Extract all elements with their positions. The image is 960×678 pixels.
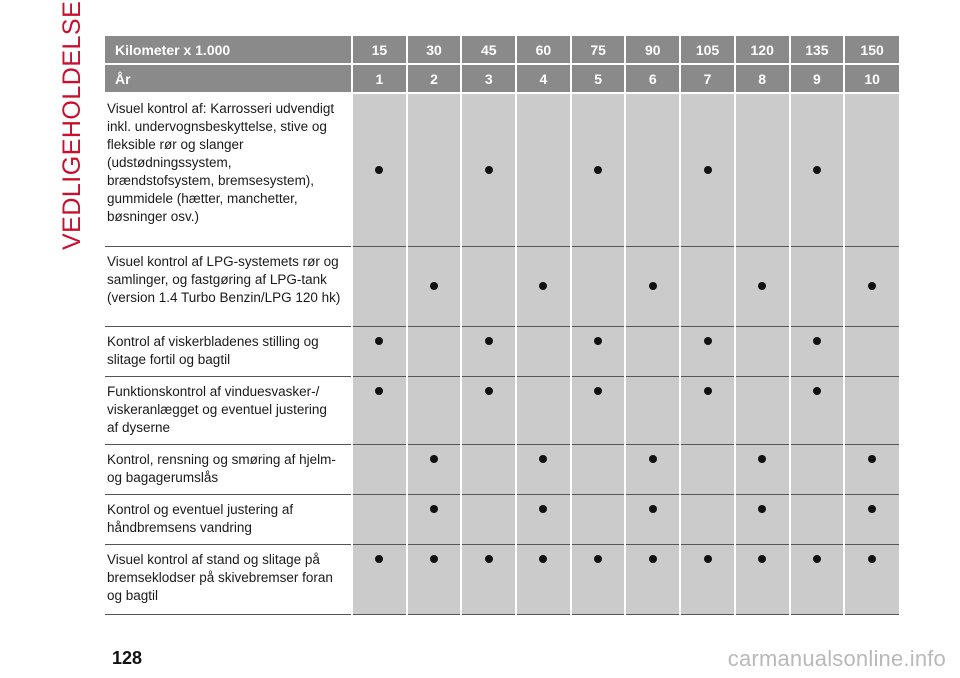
header-value: 1 — [352, 64, 407, 93]
schedule-cell — [516, 494, 571, 544]
schedule-cell — [625, 544, 680, 614]
dot-marker-icon — [649, 505, 657, 513]
dot-marker-icon — [868, 505, 876, 513]
schedule-cell — [516, 246, 571, 326]
schedule-cell — [680, 494, 735, 544]
maintenance-schedule-table — [105, 36, 899, 615]
schedule-cell — [790, 326, 845, 376]
dot-marker-icon — [594, 555, 602, 563]
schedule-cell — [571, 326, 626, 376]
dot-marker-icon — [649, 282, 657, 290]
schedule-cell — [680, 246, 735, 326]
header-value: 9 — [790, 64, 845, 93]
schedule-cell — [735, 544, 790, 614]
dot-marker-icon — [758, 455, 766, 463]
schedule-cell — [844, 444, 899, 494]
dot-marker-icon — [539, 555, 547, 563]
schedule-cell — [790, 93, 845, 246]
schedule-cell — [844, 93, 899, 246]
dot-marker-icon — [704, 337, 712, 345]
table-row — [105, 93, 899, 246]
header-value: 75 — [571, 36, 626, 64]
check-description: Kontrol og eventuel justering af håndbremsens vandring — [105, 494, 352, 544]
dot-marker-icon — [485, 166, 493, 174]
schedule-cell — [461, 93, 516, 246]
dot-marker-icon — [485, 337, 493, 345]
schedule-cell — [352, 544, 407, 614]
schedule-cell — [790, 494, 845, 544]
dot-marker-icon — [704, 555, 712, 563]
dot-marker-icon — [758, 282, 766, 290]
check-description: Visuel kontrol af: Karrosseri udvendigt inkl. undervognsbeskyttelse, stive og fleksible rør og slanger (udstødningssystem, brændstofsystem, bremsesystem), gummidele (hætter, manchetter, bøsninger osv.) — [105, 93, 352, 246]
check-description: Visuel kontrol af stand og slitage på bremseklodser på skivebremser foran og bagtil — [105, 544, 352, 614]
header-value: 15 — [352, 36, 407, 64]
dot-marker-icon — [704, 387, 712, 395]
check-description: Funktionskontrol af vinduesvasker-/ viskeranlægget og eventuel justering af dyserne — [105, 376, 352, 444]
table-row — [105, 444, 899, 494]
check-description: Visuel kontrol af LPG-systemets rør og samlinger, og fastgøring af LPG-tank (version 1.4 Turbo Benzin/LPG 120 hk) — [105, 246, 352, 326]
header-value: 4 — [516, 64, 571, 93]
schedule-cell — [352, 246, 407, 326]
schedule-cell — [790, 444, 845, 494]
dot-marker-icon — [704, 166, 712, 174]
schedule-cell — [571, 444, 626, 494]
schedule-cell — [407, 93, 462, 246]
schedule-cell — [625, 326, 680, 376]
dot-marker-icon — [430, 282, 438, 290]
header-value: 150 — [844, 36, 899, 64]
dot-marker-icon — [375, 337, 383, 345]
schedule-cell — [571, 544, 626, 614]
header-value: 30 — [407, 36, 462, 64]
header-row — [105, 36, 899, 64]
dot-marker-icon — [758, 505, 766, 513]
dot-marker-icon — [594, 387, 602, 395]
section-title: VEDLIGEHOLDELSE — [58, 0, 86, 250]
schedule-cell — [352, 494, 407, 544]
schedule-cell — [407, 494, 462, 544]
schedule-cell — [735, 246, 790, 326]
dot-marker-icon — [813, 555, 821, 563]
schedule-cell — [680, 93, 735, 246]
dot-marker-icon — [539, 282, 547, 290]
schedule-cell — [625, 93, 680, 246]
schedule-cell — [844, 326, 899, 376]
schedule-cell — [625, 376, 680, 444]
dot-marker-icon — [430, 555, 438, 563]
header-value: 90 — [625, 36, 680, 64]
schedule-cell — [352, 326, 407, 376]
schedule-cell — [461, 444, 516, 494]
dot-marker-icon — [813, 166, 821, 174]
check-description: Kontrol af viskerbladenes stilling og slitage fortil og bagtil — [105, 326, 352, 376]
check-description: Kontrol, rensning og smøring af hjelm- og bagagerumslås — [105, 444, 352, 494]
dot-marker-icon — [375, 387, 383, 395]
header-value: 2 — [407, 64, 462, 93]
header-value: 8 — [735, 64, 790, 93]
dot-marker-icon — [539, 455, 547, 463]
table-row — [105, 494, 899, 544]
dot-marker-icon — [430, 455, 438, 463]
header-value: 60 — [516, 36, 571, 64]
dot-marker-icon — [868, 455, 876, 463]
header-value: 7 — [680, 64, 735, 93]
dot-marker-icon — [485, 387, 493, 395]
dot-marker-icon — [430, 505, 438, 513]
page-number: 128 — [112, 648, 143, 668]
schedule-cell — [790, 246, 845, 326]
schedule-cell — [516, 93, 571, 246]
schedule-cell — [625, 494, 680, 544]
schedule-cell — [352, 376, 407, 444]
watermark: carmanualsonline.info — [727, 646, 946, 671]
schedule-cell — [735, 93, 790, 246]
dot-marker-icon — [868, 282, 876, 290]
table-row — [105, 544, 899, 614]
schedule-cell — [461, 544, 516, 614]
dot-marker-icon — [594, 166, 602, 174]
dot-marker-icon — [594, 337, 602, 345]
schedule-cell — [516, 544, 571, 614]
schedule-cell — [352, 93, 407, 246]
header-value: 135 — [790, 36, 845, 64]
table-row — [105, 326, 899, 376]
header-row — [105, 64, 899, 93]
schedule-cell — [625, 444, 680, 494]
schedule-cell — [790, 376, 845, 444]
header-value: 10 — [844, 64, 899, 93]
dot-marker-icon — [539, 505, 547, 513]
schedule-cell — [407, 376, 462, 444]
schedule-cell — [571, 494, 626, 544]
schedule-cell — [352, 444, 407, 494]
schedule-cell — [571, 93, 626, 246]
header-value: 45 — [461, 36, 516, 64]
header-value: 3 — [461, 64, 516, 93]
header-value: 5 — [571, 64, 626, 93]
schedule-cell — [680, 326, 735, 376]
dot-marker-icon — [813, 337, 821, 345]
header-value: 105 — [680, 36, 735, 64]
dot-marker-icon — [375, 166, 383, 174]
dot-marker-icon — [649, 555, 657, 563]
schedule-cell — [516, 444, 571, 494]
schedule-cell — [680, 376, 735, 444]
schedule-cell — [735, 494, 790, 544]
header-value: 120 — [735, 36, 790, 64]
schedule-cell — [790, 544, 845, 614]
dot-marker-icon — [375, 555, 383, 563]
schedule-cell — [844, 494, 899, 544]
dot-marker-icon — [649, 455, 657, 463]
schedule-cell — [407, 326, 462, 376]
schedule-cell — [516, 376, 571, 444]
schedule-cell — [461, 376, 516, 444]
dot-marker-icon — [868, 555, 876, 563]
schedule-cell — [735, 376, 790, 444]
dot-marker-icon — [758, 555, 766, 563]
schedule-cell — [407, 444, 462, 494]
schedule-cell — [680, 544, 735, 614]
schedule-cell — [461, 494, 516, 544]
schedule-cell — [407, 544, 462, 614]
schedule-cell — [625, 246, 680, 326]
schedule-cell — [516, 326, 571, 376]
schedule-cell — [735, 444, 790, 494]
schedule-cell — [461, 246, 516, 326]
dot-marker-icon — [813, 387, 821, 395]
dot-marker-icon — [485, 555, 493, 563]
header-label: Kilometer x 1.000 — [105, 36, 352, 64]
schedule-cell — [735, 326, 790, 376]
schedule-cell — [461, 326, 516, 376]
schedule-cell — [407, 246, 462, 326]
schedule-cell — [571, 246, 626, 326]
schedule-cell — [844, 246, 899, 326]
header-label: År — [105, 64, 352, 93]
schedule-cell — [680, 444, 735, 494]
schedule-cell — [844, 376, 899, 444]
header-value: 6 — [625, 64, 680, 93]
table-row — [105, 376, 899, 444]
table-row — [105, 246, 899, 326]
schedule-cell — [844, 544, 899, 614]
schedule-cell — [571, 376, 626, 444]
